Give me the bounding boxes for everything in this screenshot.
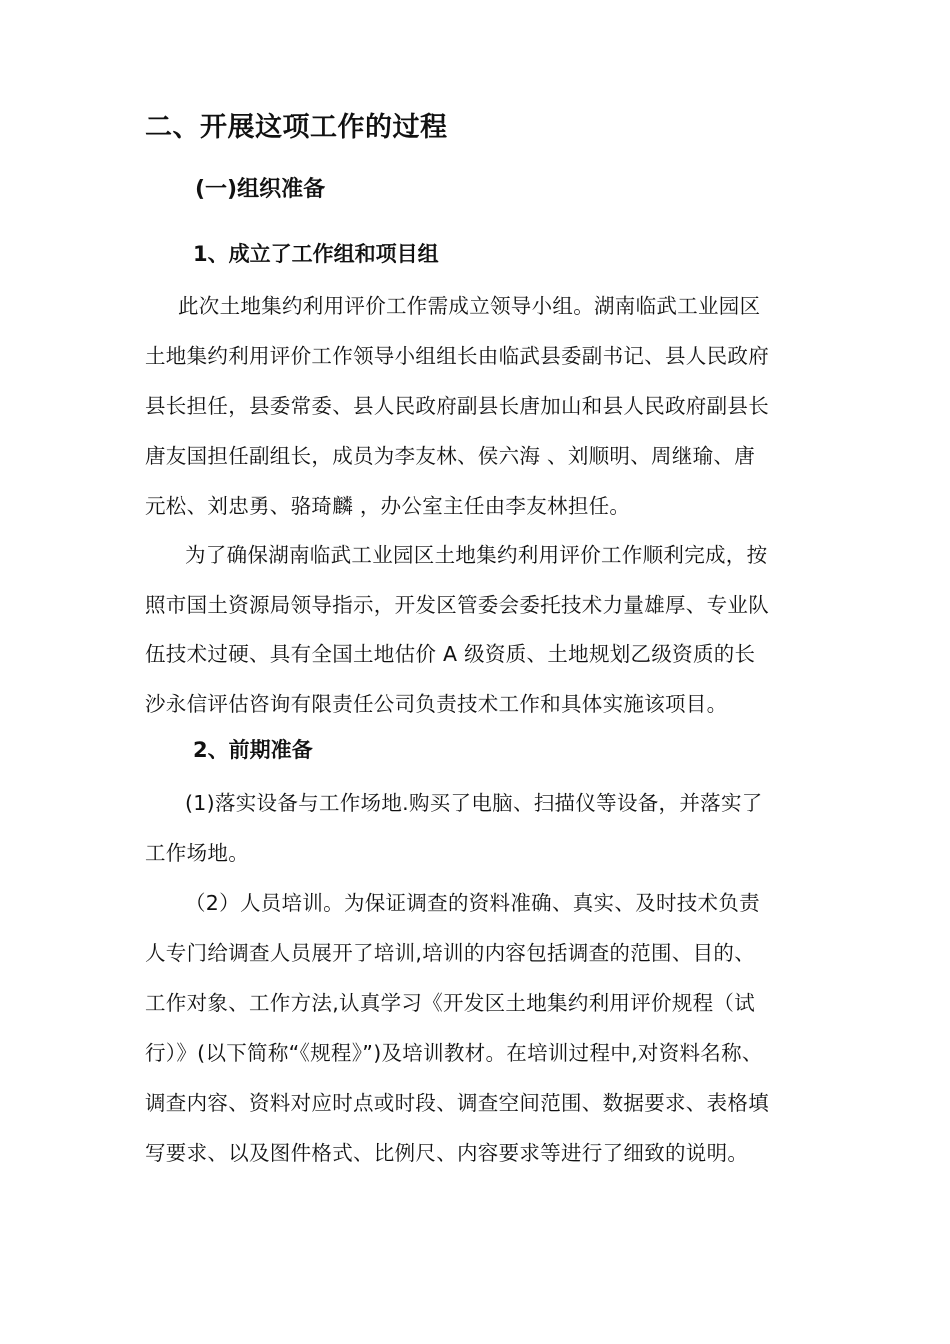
section-heading-main: 二、开展这项工作的过程 xyxy=(145,112,448,143)
paragraph-line: 唐友国担任副组长，成员为李友林、侯六海 、刘顺明、周继瑜、唐 xyxy=(145,444,756,468)
paragraph-line: 工作对象、工作方法,认真学习《开发区土地集约利用评价规程（试 xyxy=(145,991,756,1015)
paragraph-line: (1)落实设备与工作场地.购买了电脑、扫描仪等设备，并落实了 xyxy=(185,791,763,815)
paragraph-line: 沙永信评估咨询有限责任公司负责技术工作和具体实施该项目。 xyxy=(145,692,728,716)
paragraph-line: 人专门给调查人员展开了培训,培训的内容包括调查的范围、目的、 xyxy=(145,941,756,965)
subsection-title-preparation: 2、前期准备 xyxy=(193,738,313,762)
paragraph-line: 土地集约利用评价工作领导小组组长由临武县委副书记、县人民政府 xyxy=(145,344,769,368)
paragraph-line: 元松、刘忠勇、骆琦麟 ，办公室主任由李友林担任。 xyxy=(145,494,631,518)
paragraph-line: 照市国土资源局领导指示，开发区管委会委托技术力量雄厚、专业队 xyxy=(145,593,769,617)
paragraph-line: 写要求、以及图件格式、比例尺、内容要求等进行了细致的说明。 xyxy=(145,1141,749,1165)
paragraph-line: 调查内容、资料对应时点或时段、调查空间范围、数据要求、表格填 xyxy=(145,1091,769,1115)
section-heading-organization: (一)组织准备 xyxy=(195,177,326,202)
paragraph-line: 县长担任，县委常委、县人民政府副县长唐加山和县人民政府副县长 xyxy=(145,394,769,418)
paragraph-line: 工作场地。 xyxy=(145,841,249,865)
paragraph-line: 伍技术过硬、具有全国土地估价 A 级资质、土地规划乙级资质的长 xyxy=(145,642,756,666)
paragraph-line: （2）人员培训。为保证调查的资料准确、真实、及时技术负责 xyxy=(185,891,760,915)
paragraph-line: 此次土地集约利用评价工作需成立领导小组。湖南临武工业园区 xyxy=(178,294,761,318)
subsection-title-teams: 1、成立了工作组和项目组 xyxy=(193,242,439,266)
paragraph-line: 行）》(以下简称“《规程》”)及培训教材。在培训过程中,对资料名称、 xyxy=(145,1041,763,1065)
paragraph-line: 为了确保湖南临武工业园区土地集约利用评价工作顺利完成，按 xyxy=(185,543,768,567)
